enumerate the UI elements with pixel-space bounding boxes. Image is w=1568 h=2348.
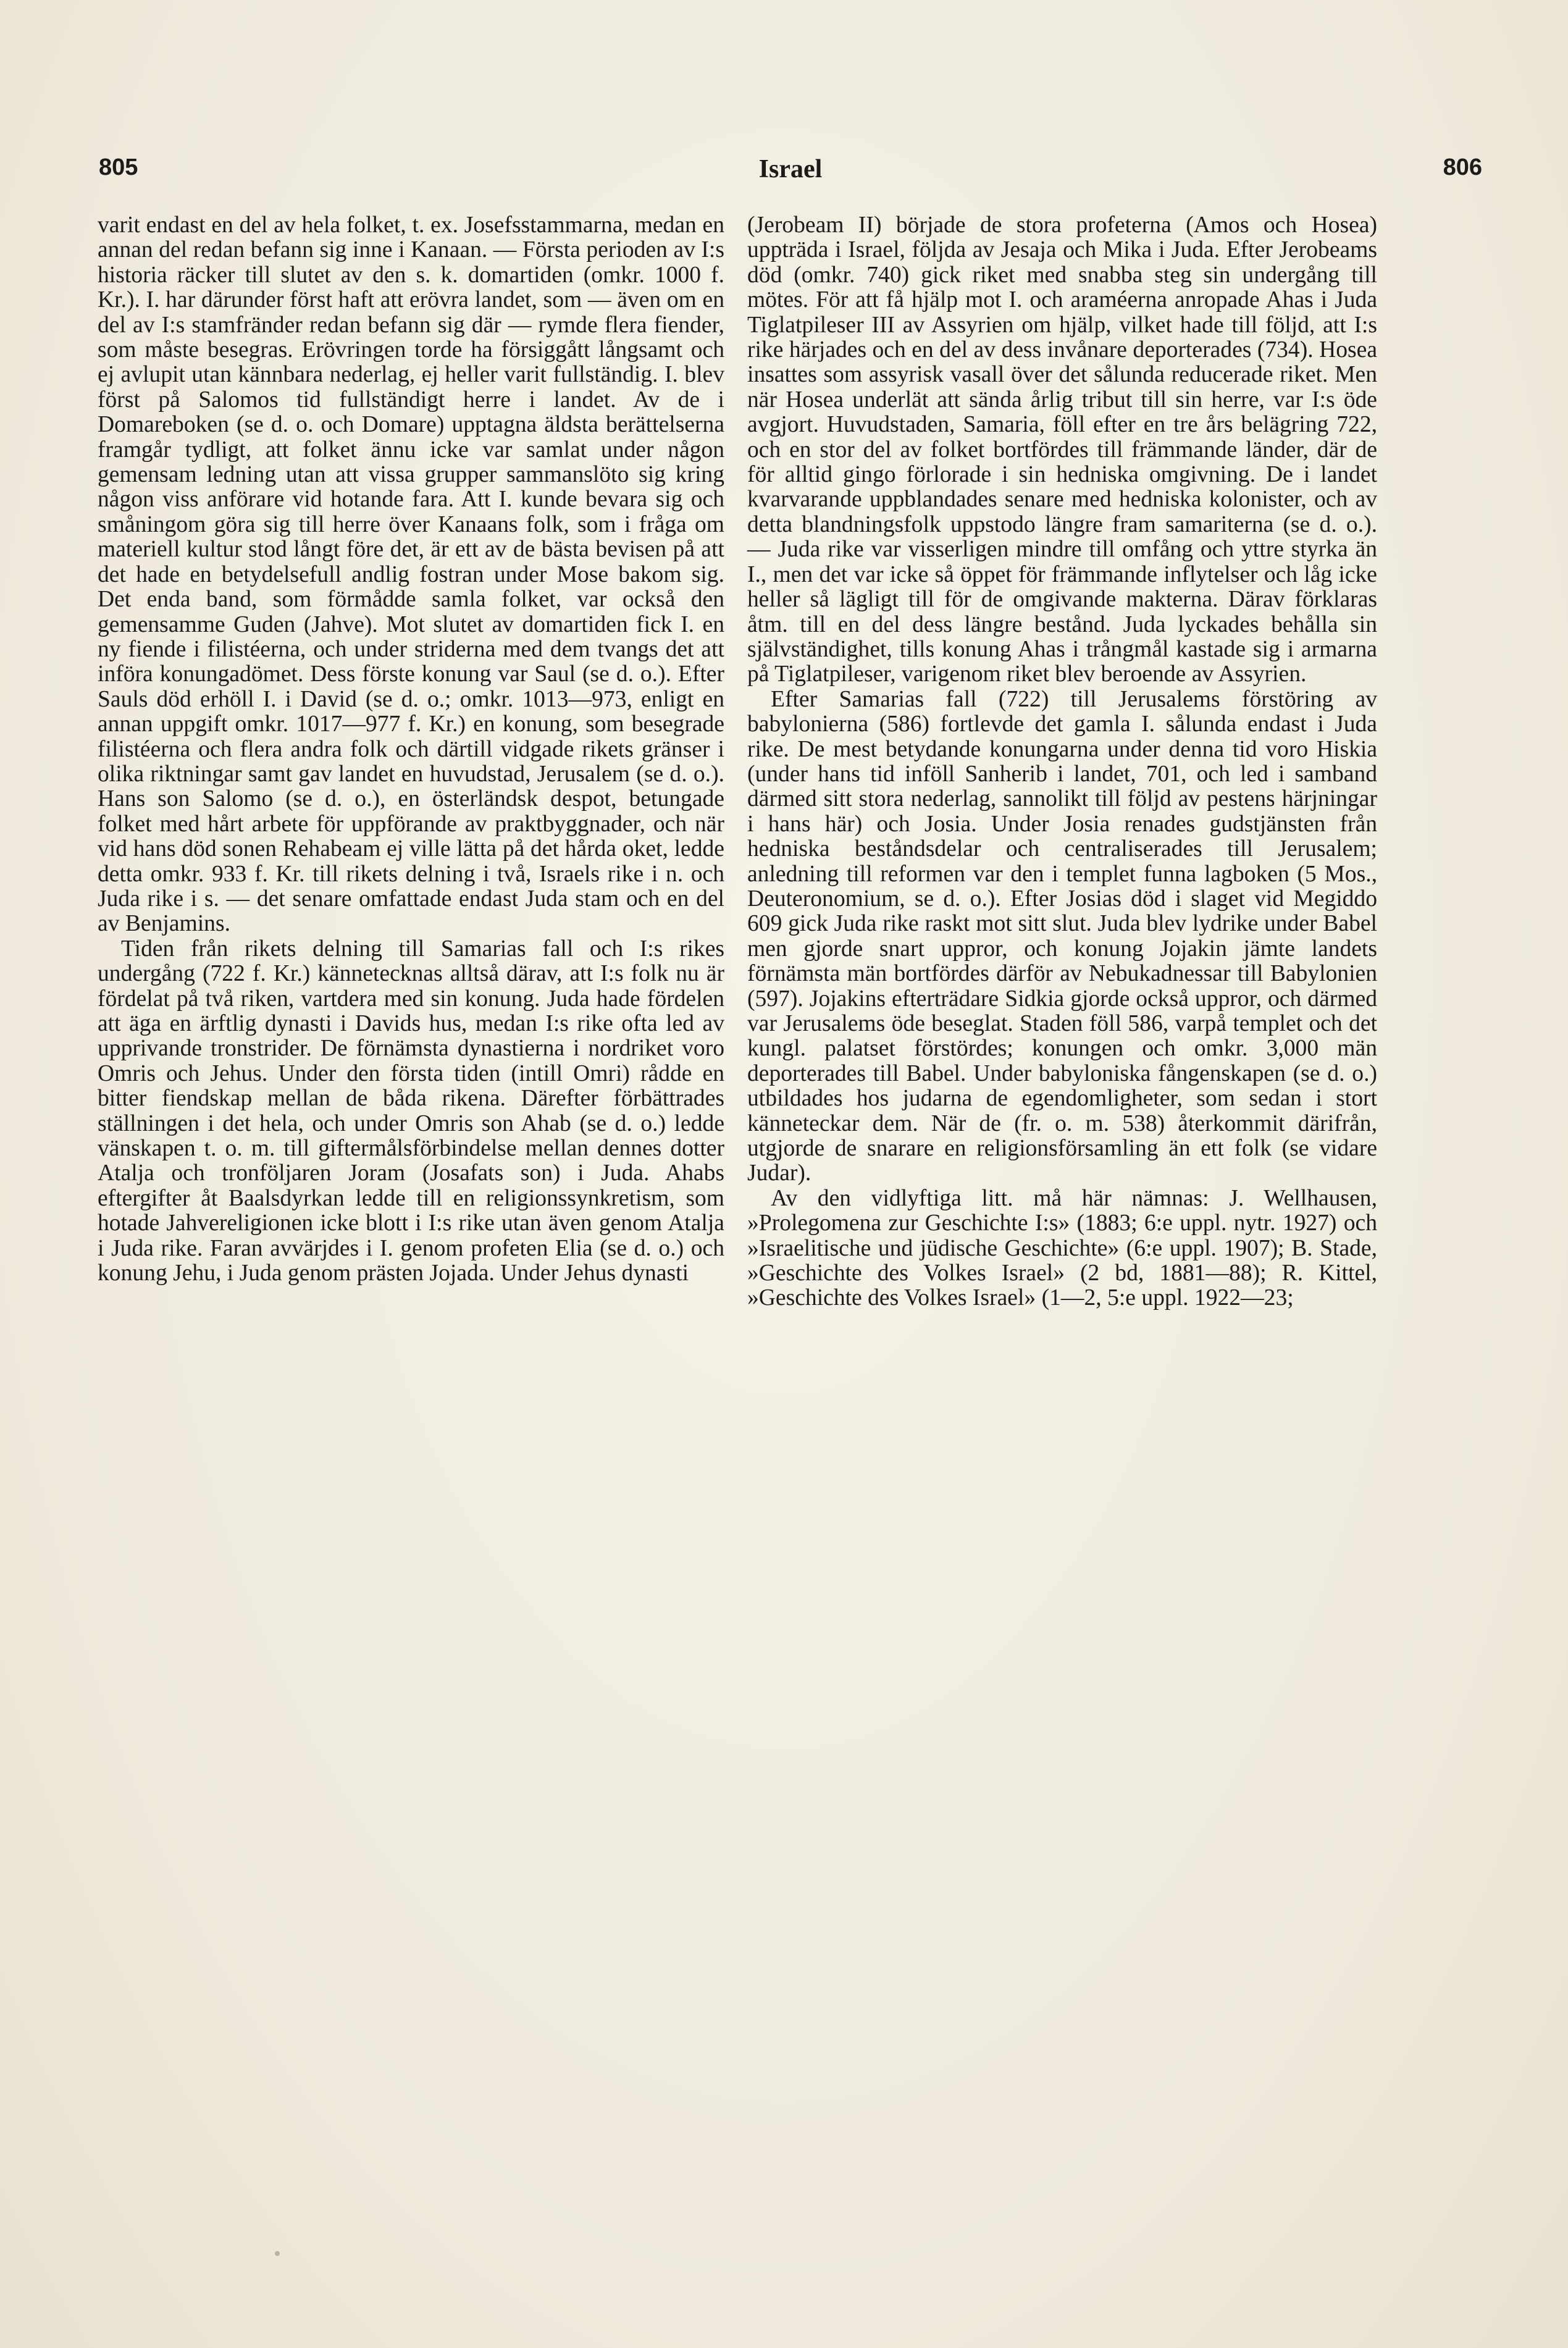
right-paragraph-2: Efter Samarias fall (722) till Jerusalems förstöring av babylonierna (586) fortlevde det gamla I. sålunda endast i Juda rike. De mest betydande konungarna under denna tid voro Hiskia (under hans tid inföll Sanherib i landet, 701, och led i samband därmed sitt stora nederlag, sannolikt till följd av pestens härjningar i hans här) och Josia. Under Josia renades gudstjänsten från hedniska beståndsdelar och centraliserades till Jerusalem; anledning till reformen var den i templet funna lagboken (5 Mos., Deuteronomium, se d. o.). Efter Josias död i slaget vid Megiddo 609 gick Juda rike raskt mot sitt slut. Juda blev lydrike under Babel men gjorde snart uppror, och konung Jojakin jämte landets förnämsta män bortfördes därför av Nebukadnessar till Babylonien (597). Jojakins efterträdare Sidkia gjorde också uppror, och därmed var Jerusalems öde beseglat. Staden föll 586, varpå templet och det kungl. palatset förstördes; konungen och omkr. 3,000 män deporterades till Babel. Under babyloniska fångenskapen (se d. o.) utbildades hos judarna de egendomligheter, som sedan i stort känneteckar dem. När de (fr. o. m. 538) återkommit därifrån, utgjorde de snarare en religionsförsamling än ett folk (se vidare Judar). bbox=[747, 686, 1377, 1186]
left-paragraph-1: varit endast en del av hela folket, t. ex. Josefsstammarna, medan en annan del redan befann sig inne i Kanaan. — Första perioden av I:s historia räcker till slutet av den s. k. domartiden (omkr. 1000 f. Kr.). I. har därunder först haft att erövra landet, som — även om en del av I:s stamfränder redan befann sig där — rymde flera fiender, som måste besegras. Erövringen torde ha försiggått långsamt och ej avlupit utan kännbara nederlag, ej heller varit fullständig. I. blev först på Salomos tid fullständigt herre i landet. Av de i Domareboken (se d. o. och Domare) upptagna äldsta berättelserna framgår tydligt, att folket ännu icke var samlat under någon gemensam ledning utan att vissa grupper sammanslöto sig kring någon viss anförare vid hotande fara. Att I. kunde bevara sig och småningom göra sig till herre över Kanaans folk, som i fråga om materiell kultur stod långt före det, är ett av de bästa bevisen på att det hade en betydelsefull andlig fostran under Mose bakom sig. Det enda band, som förmådde samla folket, var också den gemensamme Guden (Jahve). Mot slutet av domartiden fick I. en ny fiende i filistéerna, och under striderna med dem tvangs det att införa konungadömet. Dess förste konung var Saul (se d. o.). Efter Sauls död erhöll I. i David (se d. o.; omkr. 1013—973, enligt en annan uppgift omkr. 1017—977 f. Kr.) en konung, som besegrade filistéerna och flera andra folk och därtill vidgade rikets gränser i olika riktningar samt gav landet en huvudstad, Jerusalem (se d. o.). Hans son Salomo (se d. o.), en österländsk despot, betungade folket med hårt arbete för uppförande av praktbyggnader, och när vid hans död sonen Rehabeam ej ville lätta på det hårda oket, ledde detta omkr. 933 f. Kr. till rikets delning i två, Israels rike i n. och Juda rike i s. — det senare omfattade endast Juda stam och en del av Benjamins. bbox=[98, 212, 724, 937]
page-number-left: 805 bbox=[99, 154, 138, 180]
page-header bbox=[99, 154, 1482, 198]
left-column bbox=[98, 213, 724, 1286]
page-number-right: 806 bbox=[1443, 154, 1482, 180]
page-title: Israel bbox=[758, 155, 823, 183]
right-paragraph-1: (Jerobeam II) började de stora profeterna (Amos och Hosea) uppträda i Israel, följda av Jesaja och Mika i Juda. Efter Jerobeams död (omkr. 740) gick riket med snabba steg sin undergång till mötes. För att få hjälp mot I. och araméerna anropade Ahas i Juda Tiglatpileser III av Assyrien om hjälp, vilket hade till följd, att I:s rike härjades och en del av dess invånare deporterades (734). Hosea insattes som assyrisk vasall över det sålunda reducerade riket. Men när Hosea underlät att sända årlig tribut till sin herre, var I:s öde avgjort. Huvudstaden, Samaria, föll efter en tre års belägring 722, och en stor del av folket bortfördes till främmande länder, där de för alltid gingo förlorade i sin hedniska omgivning. De i landet kvarvarande uppblandades senare med hedniska kolonister, och av detta blandningsfolk uppstodo längre fram samariterna (se d. o.). — Juda rike var visserligen mindre till omfång och yttre styrka än I., men det var icke så öppet för främmande inflytelser och låg icke heller så lägligt till för de omgivande makterna. Därav förklaras åtm. till en del dess längre bestånd. Juda lyckades behålla sin självständighet, tills konung Ahas i trångmål kastade sig i armarna på Tiglatpileser, varigenom riket blev beroende av Assyrien. bbox=[747, 212, 1377, 687]
left-paragraph-2: Tiden från rikets delning till Samarias fall och I:s rikes undergång (722 f. Kr.) kännetecknas alltså därav, att I:s folk nu är fördelat på två riken, vartdera med sin konung. Juda hade fördelen att äga en ärftlig dynasti i Davids hus, medan I:s rike ofta led av upprivande tronstrider. De förnämsta dynastierna i nordriket voro Omris och Jehus. Under den första tiden (intill Omri) rådde en bitter fiendskap mellan de båda rikena. Därefter förbättrades ställningen i det hela, och under Omris son Ahab (se d. o.) ledde vänskapen t. o. m. till giftermålsförbindelse mellan dennes dotter Atalja och tronföljaren Joram (Josafats son) i Juda. Ahabs eftergifter åt Baalsdyrkan ledde till en religionssynkretism, som hotade Jahvereligionen icke blott i I:s rike utan även genom Atalja i Juda rike. Faran avvärjdes i I. genom profeten Elia (se d. o.) och konung Jehu, i Juda genom prästen Jojada. Under Jehus dynasti bbox=[98, 936, 724, 1286]
right-column bbox=[747, 213, 1377, 1311]
right-paragraph-3: Av den vidlyftiga litt. må här nämnas: J. Wellhausen, »Prolegomena zur Geschichte I:s» (1883; 6:e uppl. nytr. 1927) och »Israelitische und jüdische Geschichte» (6:e uppl. 1907); B. Stade, »Geschichte des Volkes Israel» (2 bd, 1881—88); R. Kittel, »Geschichte des Volkes Israel» (1—2, 5:e uppl. 1922—23; bbox=[747, 1185, 1377, 1311]
paper-spot bbox=[275, 2251, 280, 2256]
